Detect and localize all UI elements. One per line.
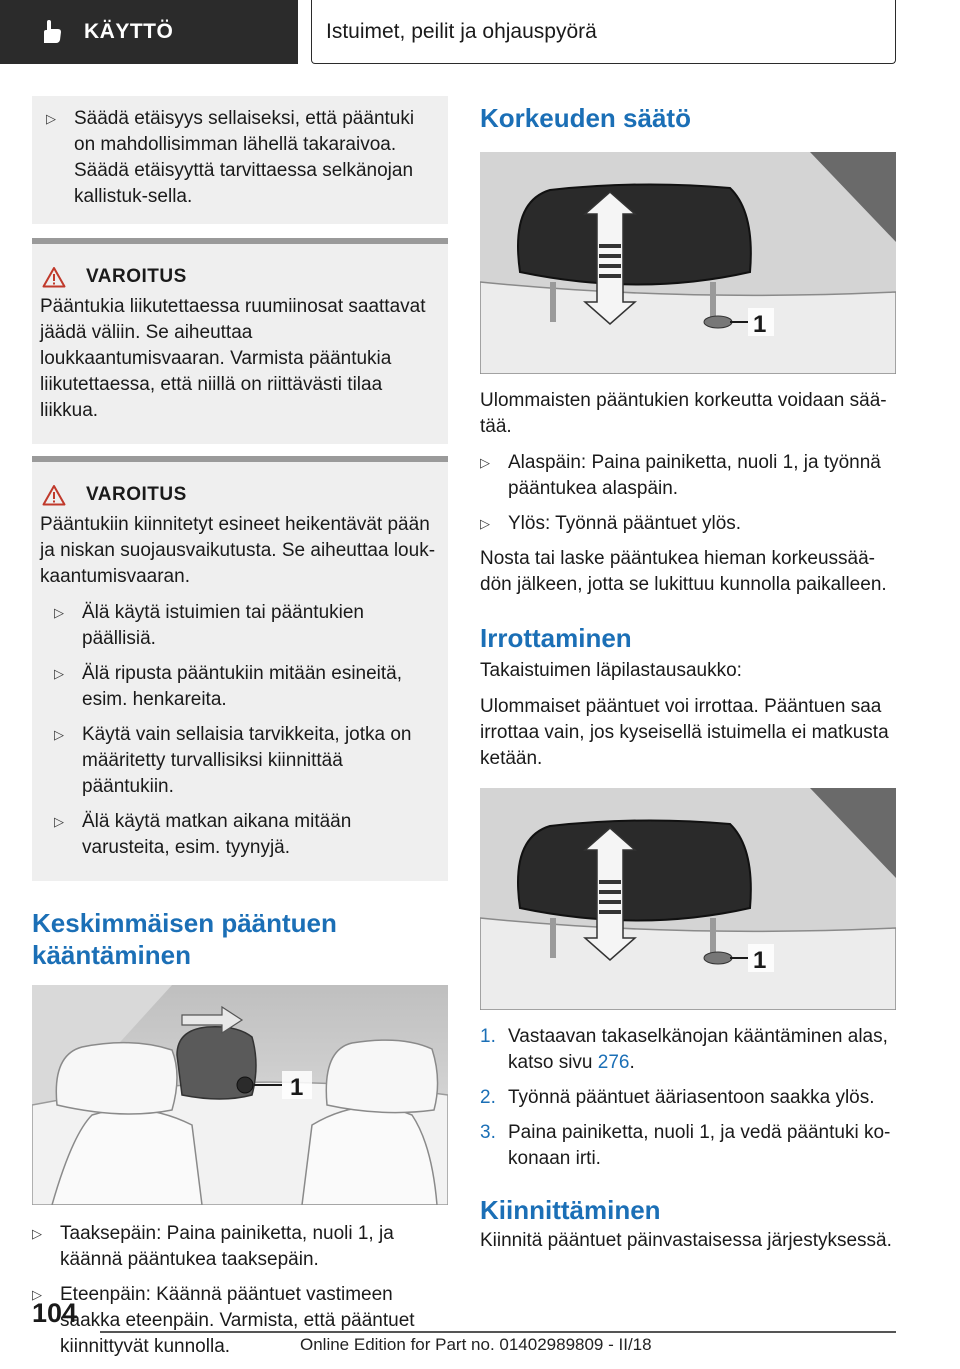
warning-text: Pääntukiin kiinnitetyt esineet heikentävät pään ja niskan suojausvaikutusta. Se aiheuttaa louk-kaantumisvaaran. [40,514,436,587]
warning-title: VAROITUS [86,266,187,287]
chapter-title: Istuimet, peilit ja ohjauspyörä [311,0,896,64]
warning-box-2 [32,456,448,881]
warning-box-1 [32,238,448,444]
triangle-bullet-icon: ▷ [54,605,64,620]
warning-text: Pääntukia liikutettaessa ruumiinosat saattavat jäädä väliin. Se aiheuttaa loukkaantumisvaaran. Varmista pääntukia liikutettaessa, että niillä on riittävästi tilaa liikkua. [40,296,426,421]
body-text: Nosta tai laske pääntukea hieman korkeussää-dön jälkeen, jotta se lukittuu kunnolla paikalleen. [480,548,887,595]
triangle-bullet-icon: ▷ [54,727,64,742]
edition-text: Online Edition for Part no. 01402989809 - II/18 [300,1335,652,1354]
headrest-removal-illustration [480,788,896,1010]
warning-title: VAROITUS [86,484,187,505]
list-item: ▷ Älä käytä istuimien tai pääntukien päällisiä. [54,602,364,649]
warning-triangle-icon [42,266,66,288]
callout-number: 1 [753,311,767,338]
page-link[interactable]: 276 [597,1052,630,1073]
intro-box [32,96,448,224]
list-item: ▷ Älä ripusta pääntukiin mitään esineitä, esim. henkareita. [54,663,403,710]
left-column [32,96,448,1369]
list-item: ▷ Alaspäin: Paina painiketta, nuoli 1, ja työnnä pääntukea alaspäin. [480,452,881,499]
triangle-bullet-icon: ▷ [480,455,490,470]
list-item: ▷ Käytä vain sellaisia tarvikkeita, jotka on määritetty turvallisiksi kiinnittää pääntukiin. [54,724,412,797]
body-text: Ulommaiset pääntuet voi irrottaa. Pääntuen saa irrottaa vain, jos kyseisellä istuimella ei matkusta ketään. [480,696,889,769]
headrest-height-illustration [480,152,896,374]
section-tab[interactable] [0,0,298,64]
list-item: ▷ Ylös: Työnnä pääntuet ylös. [480,511,896,537]
list-item: ▷ Säädä etäisyys sellaiseksi, että pääntuki on mahdollisimman lähellä takaraivoa. Säädä etäisyyttä tarvittaessa selkänojan kallistuk-sella. [46,108,415,207]
warning-triangle-icon [42,484,66,506]
section-heading: Kiinnittäminen [480,1195,661,1225]
footer-divider [100,1331,896,1333]
right-column [480,96,896,1264]
triangle-bullet-icon: ▷ [32,1226,42,1241]
triangle-bullet-icon: ▷ [54,814,64,829]
triangle-bullet-icon: ▷ [32,1287,42,1302]
page-number: 104 [32,1298,78,1328]
triangle-bullet-icon: ▷ [46,111,56,126]
body-text: Ulommaisten pääntukien korkeutta voidaan sää-tää. [480,390,887,437]
callout-number: 1 [753,947,767,974]
section-heading: Keskimmäisen pääntuen kääntäminen [32,908,337,970]
pointing-hand-icon [38,19,64,45]
rear-seat-headrest-illustration [32,985,448,1205]
list-item: 3. Paina painiketta, nuoli 1, ja vedä pääntuki ko-konaan irti. [480,1122,891,1169]
triangle-bullet-icon: ▷ [480,516,490,531]
list-item: ▷ Taaksepäin: Paina painiketta, nuoli 1, ja käännä pääntukea taaksepäin. [32,1223,394,1270]
list-item: 1. Vastaavan takaselkänojan kääntäminen alas, katso sivu 276. [480,1026,888,1073]
body-text: Takaistuimen läpilastausaukko: [480,660,742,681]
triangle-bullet-icon: ▷ [54,666,64,681]
list-item: ▷ Eteenpäin: Käännä pääntuet vastimeen saakka eteenpäin. Varmista, että pääntuet kiinnittyvät kunnolla. [32,1284,415,1357]
body-text: Kiinnitä pääntuet päinvastaisessa järjestyksessä. [480,1230,892,1251]
section-label: KÄYTTÖ [84,20,174,43]
list-item: ▷ Älä käytä matkan aikana mitään varusteita, esim. tyynyjä. [54,811,352,858]
section-heading: Korkeuden säätö [480,103,691,133]
list-item: 2. Työnnä pääntuet ääriasentoon saakka ylös. [480,1087,875,1108]
section-heading: Irrottaminen [480,623,632,653]
callout-number: 1 [290,1074,304,1101]
